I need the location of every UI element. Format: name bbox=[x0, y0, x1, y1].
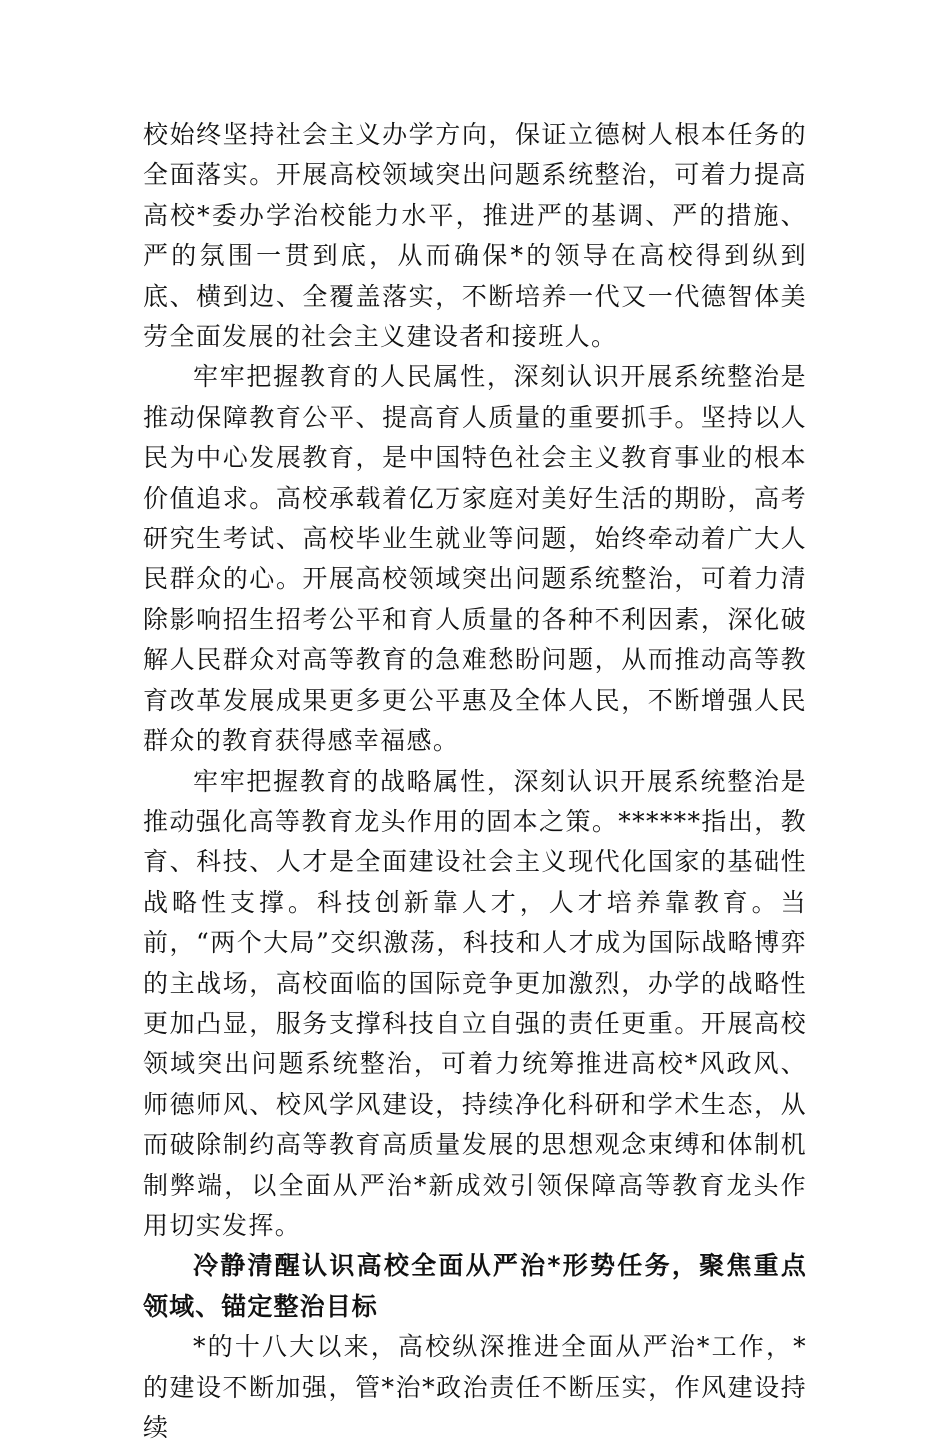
section-heading: 冷静清醒认识高校全面从严治*形势任务，聚焦重点领域、锚定整治目标 bbox=[143, 1251, 807, 1321]
document-body bbox=[143, 115, 807, 1448]
paragraph-people-attribute: 牢牢把握教育的人民属性，深刻认识开展系统整治是推动保障教育公平、提高育人质量的重要抓手。坚持以人民为中心发展教育，是中国特色社会主义教育事业的根本价值追求。高校承载着亿万家庭对美好生活的期盼，高考研究生考试、高校毕业生就业等问题，始终牵动着广大人民群众的心。开展高校领域突出问题系统整治，可着力清除影响招生招考公平和育人质量的各种不利因素，深化破解人民群众对高等教育的急难愁盼问题，从而推动高等教育改革发展成果更多更公平惠及全体人民，不断增强人民群众的教育获得感幸福感。 bbox=[143, 362, 807, 756]
paragraph-strategic-attribute: 牢牢把握教育的战略属性，深刻认识开展系统整治是推动强化高等教育龙头作用的固本之策。******指出，教育、科技、人才是全面建设社会主义现代化国家的基础性战略性支撑。科技创新靠人才，人才培养靠教育。当前，“两个大局”交织激荡，科技和人才成为国际战略博弈的主战场，高校面临的国际竞争更加激烈，办学的战略性更加凸显，服务支撑科技自立自强的责任更重。开展高校领域突出问题系统整治，可着力统筹推进高校*风政风、师德师风、校风学风建设，持续净化科研和学术生态，从而破除制约高等教育高质量发展的思想观念束缚和体制机制弊端，以全面从严治*新成效引领保障高等教育龙头作用切实发挥。 bbox=[143, 766, 807, 1240]
paragraph-continuation: 校始终坚持社会主义办学方向，保证立德树人根本任务的全面落实。开展高校领域突出问题系统整治，可着力提高高校*委办学治校能力水平，推进严的基调、严的措施、严的氛围一贯到底，从而确保*的领导在高校得到纵到底、横到边、全覆盖落实，不断培养一代又一代德智体美劳全面发展的社会主义建设者和接班人。 bbox=[143, 120, 807, 352]
paragraph-since-eighteenth-congress: *的十八大以来，高校纵深推进全面从严治*工作，*的建设不断加强，管*治*政治责任不断压实，作风建设持续 bbox=[143, 1332, 807, 1442]
